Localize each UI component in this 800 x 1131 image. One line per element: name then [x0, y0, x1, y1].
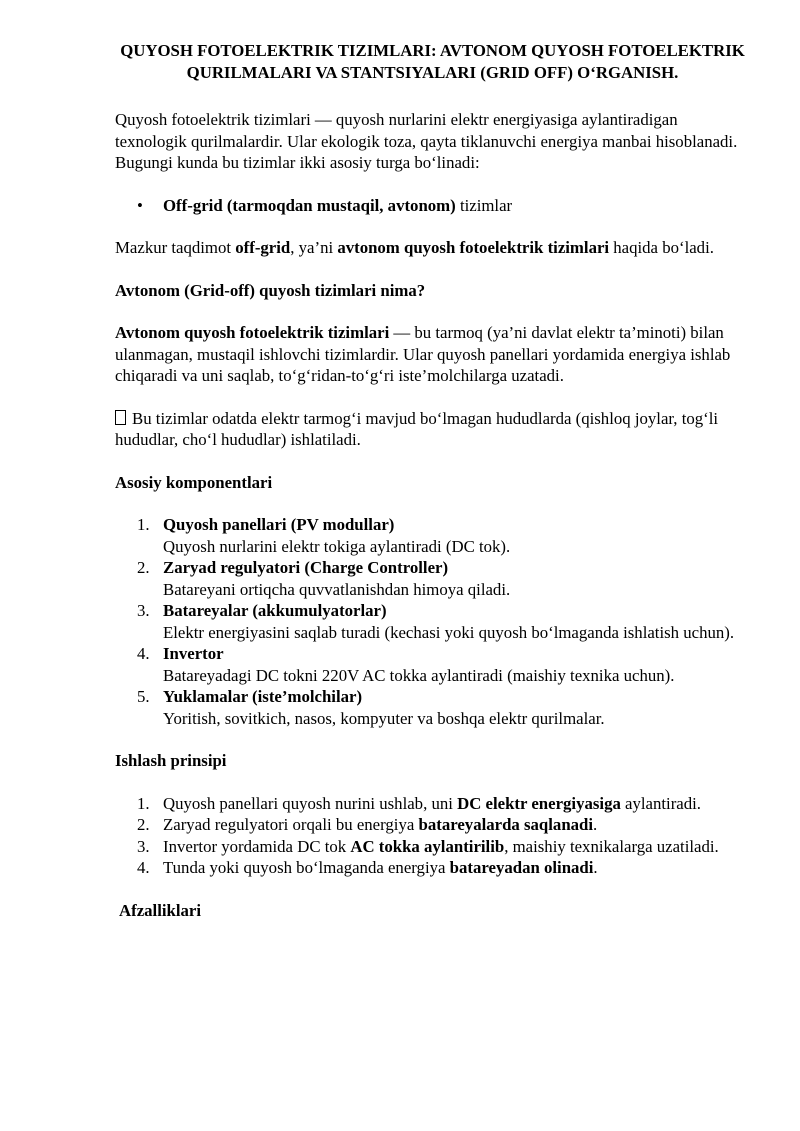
list-number: 5.	[137, 687, 150, 706]
note-text: , ya’ni	[290, 238, 338, 257]
section-heading-advantages: Afzalliklari	[119, 900, 202, 920]
document-page	[115, 40, 750, 942]
list-item	[137, 514, 750, 557]
list-item	[137, 814, 750, 836]
step-text: Zaryad regulyatori orqali bu energiya	[163, 815, 419, 834]
note-text: Mazkur taqdimot	[115, 238, 236, 257]
intro-paragraph: Quyosh fotoelektrik tizimlari — quyosh nurlarini elektr energiyasiga aylantiradigan texnologik qurilmalardir. Ular ekologik toza, qayta tiklanuvchi energiya manbai hisoblanadi. Bugungi kunda bu tizimlar ikki asosiy turga bo‘linadi:	[115, 110, 738, 172]
list-item	[137, 857, 750, 879]
list-item-bold: Off-grid (tarmoqdan mustaqil, avtonom)	[163, 195, 456, 215]
step-bold: DC elektr energiyasiga	[457, 793, 621, 813]
list-number: 3.	[137, 836, 150, 856]
note-bold: off-grid	[235, 238, 291, 257]
step-bold: batareyalarda saqlanadi	[418, 815, 594, 834]
step-text: Invertor yordamida DC tok	[163, 836, 351, 856]
missing-glyph-icon	[115, 410, 126, 425]
definition-paragraph	[115, 322, 750, 387]
list-item	[137, 643, 750, 686]
step-bold: AC tokka aylantirilib	[350, 836, 505, 856]
list-item	[137, 686, 750, 729]
component-description: Elektr energiyasini saqlab turadi (kechasi yoki quyosh bo‘lmaganda ishlatish uchun).	[163, 622, 735, 642]
components-list	[115, 514, 750, 729]
list-number: 4.	[137, 858, 150, 877]
list-item	[137, 557, 750, 600]
presentation-note-paragraph	[115, 237, 750, 259]
step-text: .	[593, 815, 598, 834]
component-title: Invertor	[163, 644, 224, 663]
component-description: Batareyadagi DC tokni 220V AC tokka aylantiradi (maishiy texnika uchun).	[163, 665, 675, 685]
bullet-icon: •	[137, 195, 143, 215]
note-text: haqida bo‘ladi.	[609, 238, 714, 257]
step-text: .	[593, 858, 598, 877]
usage-note-paragraph	[115, 408, 750, 451]
list-number: 1.	[137, 515, 150, 534]
list-number: 4.	[137, 644, 150, 663]
definition-text: — bu tarmoq (ya’ni davlat elektr ta’minoti) bilan ulanmagan, mustaqil ishlovchi tizimlardir. Ular quyosh panellari yordamida energiya ishlab chiqaradi va uni saqlab, to‘g‘ridan-to‘g‘ri iste’molchilarga uzatadi.	[115, 323, 731, 385]
section-heading-principle: Ishlash prinsipi	[115, 751, 227, 770]
types-list	[115, 195, 750, 217]
component-title: Quyosh panellari (PV modullar)	[163, 515, 395, 534]
component-description: Quyosh nurlarini elektr tokiga aylantiradi (DC tok).	[163, 536, 511, 556]
component-description: Yoritish, sovitkich, nasos, kompyuter va boshqa elektr qurilmalar.	[163, 708, 605, 728]
list-item	[137, 793, 750, 815]
component-title: Zaryad regulyatori (Charge Controller)	[163, 558, 449, 577]
step-bold: batareyadan olinadi	[449, 858, 594, 877]
section-heading-components: Asosiy komponentlari	[115, 472, 273, 492]
usage-note-text: Bu tizimlar odatda elektr tarmog‘i mavjud bo‘lmagan hududlarda (qishloq joylar, tog‘li hududlar, cho‘l hududlar) ishlatiladi.	[115, 408, 719, 449]
step-text: aylantiradi.	[620, 793, 702, 813]
document-title: QUYOSH FOTOELEKTRIK TIZIMLARI: AVTONOM QUYOSH FOTOELEKTRIK QURILMALARI VA STANTSIYALARI (GRID OFF) O‘RGANISH.	[120, 41, 745, 82]
component-description: Batareyani ortiqcha quvvatlanishdan himoya qiladi.	[163, 579, 511, 599]
list-item-text: tizimlar	[455, 195, 513, 215]
step-text: Quyosh panellari quyosh nurini ushlab, uni	[163, 793, 458, 813]
component-title: Yuklamalar (iste’molchilar)	[163, 687, 363, 706]
definition-bold: Avtonom quyosh fotoelektrik tizimlari	[115, 323, 390, 342]
list-number: 1.	[137, 793, 150, 813]
step-text: Tunda yoki quyosh bo‘lmaganda energiya	[163, 858, 450, 877]
list-item	[137, 600, 750, 643]
list-item	[137, 836, 750, 858]
step-text: , maishiy texnikalarga uzatiladi.	[504, 836, 719, 856]
component-title: Batareyalar (akkumulyatorlar)	[163, 601, 387, 620]
note-bold: avtonom quyosh fotoelektrik tizimlari	[337, 238, 610, 257]
section-heading-what: Avtonom (Grid-off) quyosh tizimlari nima?	[115, 280, 426, 300]
list-number: 2.	[137, 558, 150, 577]
list-item	[137, 195, 750, 217]
principle-list	[115, 793, 750, 879]
list-number: 3.	[137, 601, 150, 620]
list-number: 2.	[137, 815, 150, 834]
